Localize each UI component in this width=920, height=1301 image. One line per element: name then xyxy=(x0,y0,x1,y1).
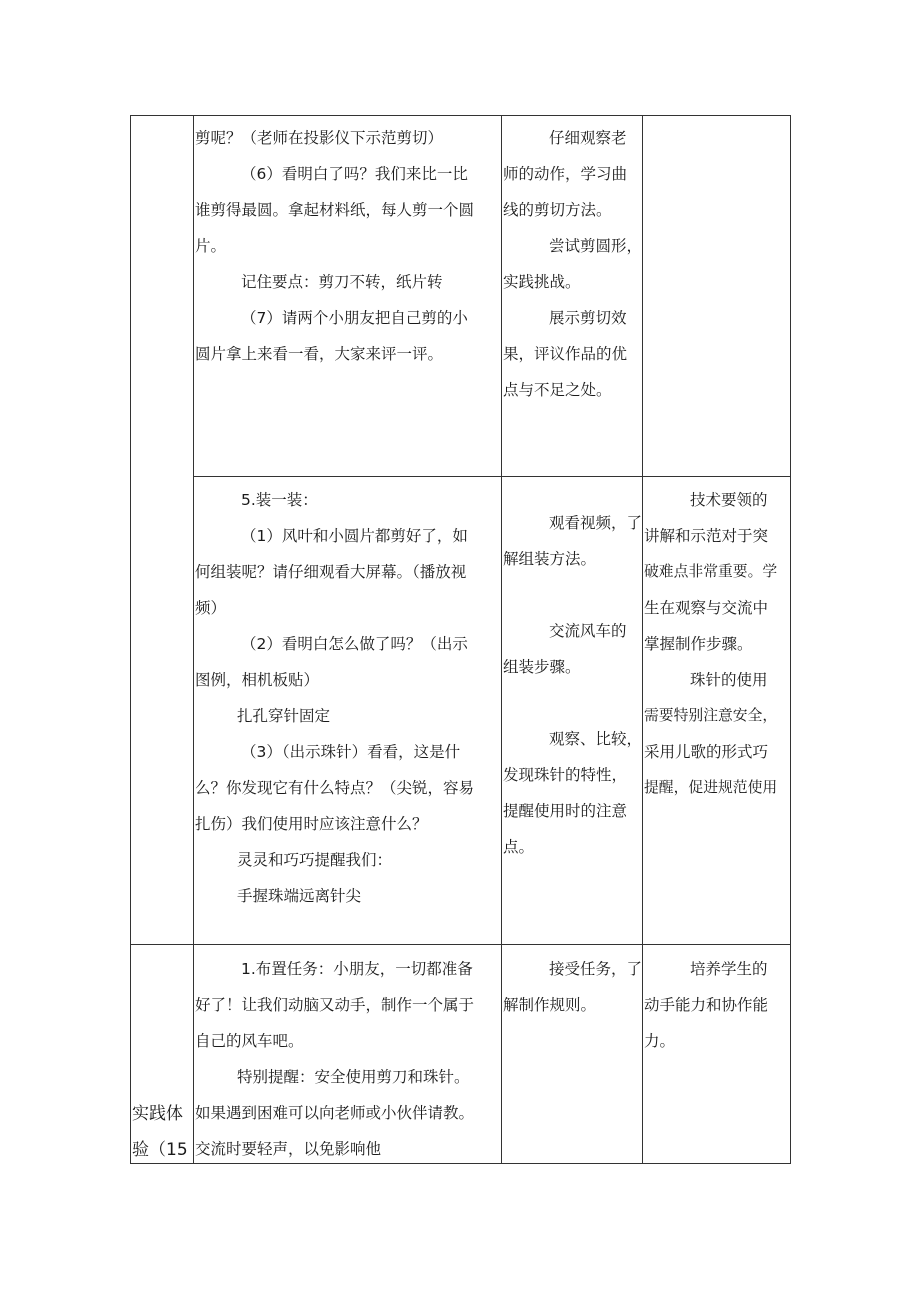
text-line: 生在观察与交流中 xyxy=(644,599,769,617)
row2-content-cell xyxy=(195,482,499,914)
text-line: 观看视频，了 xyxy=(549,514,643,532)
text-line: 点与不足之处。 xyxy=(503,381,612,399)
text-line: 掌握制作步骤。 xyxy=(644,635,753,653)
table-left-border xyxy=(130,115,131,1164)
text-line: （6）看明白了吗？我们来比一比 xyxy=(241,165,468,183)
text-line: 仔细观察老 xyxy=(549,129,627,147)
text-line: 扎伤）我们使用时应该注意什么？ xyxy=(195,815,428,833)
spacer xyxy=(503,685,640,721)
text-line: 线的剪切方法。 xyxy=(503,201,612,219)
text-line: 扎孔穿针固定 xyxy=(237,707,331,725)
text-line: 尝试剪圆形， xyxy=(549,237,643,255)
text-line: 灵灵和巧巧提醒我们： xyxy=(237,851,393,869)
text-line: 么？你发现它有什么特点？（尖锐，容易 xyxy=(195,779,475,797)
text-line: 珠针的使用 xyxy=(690,671,768,689)
text-line: 好了！让我们动脑又动手，制作一个属于 xyxy=(195,996,475,1014)
row-divider-1 xyxy=(193,476,791,477)
row2-student-cell xyxy=(503,505,643,865)
text-line: 实践挑战。 xyxy=(503,273,581,291)
column-divider-3 xyxy=(642,115,643,1164)
text-line: 提醒，促进规范使用 xyxy=(644,779,778,796)
table-right-border xyxy=(790,115,791,1164)
text-line: 频） xyxy=(195,599,227,617)
column-divider-2 xyxy=(501,115,502,1164)
text-line: 5.装一装： xyxy=(241,491,318,509)
text-line: 果，评议作品的优 xyxy=(503,345,628,363)
text-line: 解组装方法。 xyxy=(503,550,597,568)
text-line: 交流时要轻声，以免影响他 xyxy=(195,1140,382,1158)
text-line: 接受任务，了 xyxy=(549,960,643,978)
text-line: 谁剪得最圆。拿起材料纸，每人剪一个圆 xyxy=(195,201,475,219)
text-line: 提醒使用时的注意 xyxy=(503,802,628,820)
text-line: （1）风叶和小圆片都剪好了，如 xyxy=(241,527,468,545)
text-line: 培养学生的 xyxy=(690,960,768,978)
text-line: 记住要点：剪刀不转，纸片转 xyxy=(241,273,443,291)
text-line: 观察、比较， xyxy=(549,730,643,748)
text-line: 解制作规则。 xyxy=(503,996,597,1014)
text-line: 1.布置任务：小朋友，一切都准备 xyxy=(241,960,473,978)
text-line: 特别提醒：安全使用剪刀和珠针。 xyxy=(237,1068,470,1086)
stage-label-line: 实践体 xyxy=(132,1104,183,1124)
text-line: （2）看明白怎么做了吗？（出示 xyxy=(241,635,468,653)
row3-student-cell xyxy=(503,951,643,1023)
text-line: 破难点非常重要。学 xyxy=(644,563,778,580)
text-line: 展示剪切效 xyxy=(549,309,627,327)
text-line: 片。 xyxy=(195,237,227,255)
text-line: 点。 xyxy=(503,838,535,856)
text-line: （3）（出示珠针）看看，这是什 xyxy=(241,743,461,761)
text-line: 采用儿歌的形式巧 xyxy=(644,743,769,761)
text-line: 师的动作，学习曲 xyxy=(503,165,628,183)
text-line: 何组装呢？请仔细观看大屏幕。（播放视 xyxy=(195,563,467,581)
spacer xyxy=(503,577,640,613)
row3-stage-cell xyxy=(132,1096,194,1168)
text-line: 剪呢？（老师在投影仪下示范剪切） xyxy=(195,129,444,147)
row1-content-cell xyxy=(195,120,499,372)
text-line: 圆片拿上来看一看，大家来评一评。 xyxy=(195,345,444,363)
row2-intent-cell xyxy=(644,482,789,806)
text-line: 手握珠端远离针尖 xyxy=(237,887,362,905)
row-divider-2 xyxy=(130,944,791,945)
row1-student-cell xyxy=(503,120,643,408)
text-line: 图例，相机板贴） xyxy=(195,671,320,689)
table-top-border xyxy=(130,115,791,116)
stage-label-line: 验（15 xyxy=(132,1140,188,1160)
text-line: 力。 xyxy=(644,1032,676,1050)
text-line: 如果遇到困难可以向老师或小伙伴请教。 xyxy=(195,1104,475,1122)
text-line: 发现珠针的特性， xyxy=(503,766,628,784)
text-line: 技术要领的 xyxy=(690,491,768,509)
text-line: （7）请两个小朋友把自己剪的小 xyxy=(241,309,468,327)
text-line: 需要特别注意安全， xyxy=(644,707,778,724)
text-line: 动手能力和协作能 xyxy=(644,996,769,1014)
row3-content-cell xyxy=(195,951,499,1167)
row3-intent-cell xyxy=(644,951,789,1059)
text-line: 讲解和示范对于突 xyxy=(644,527,769,545)
column-divider-1 xyxy=(193,115,194,1164)
text-line: 组装步骤。 xyxy=(503,658,581,676)
text-line: 交流风车的 xyxy=(549,622,627,640)
text-line: 自己的风车吧。 xyxy=(195,1032,304,1050)
